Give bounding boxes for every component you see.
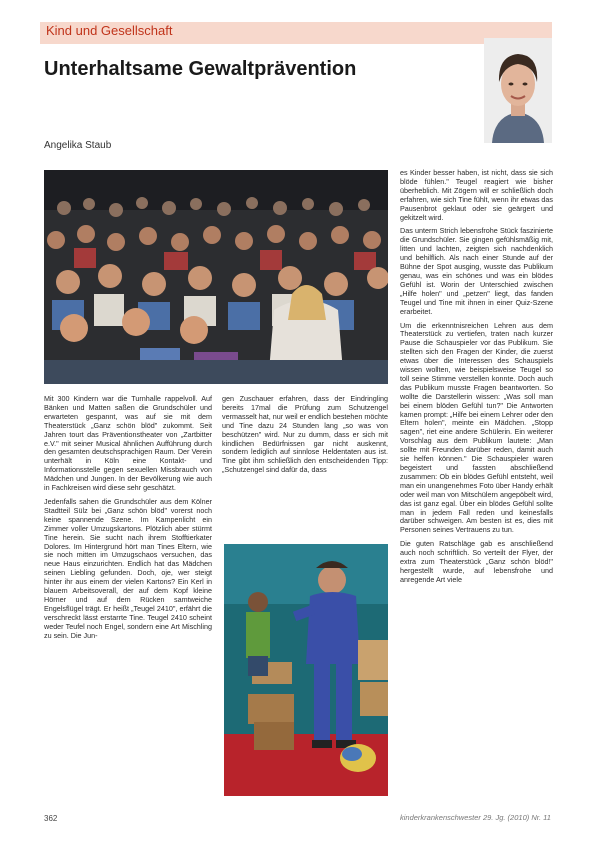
paragraph: Um die erkenntnisreichen Lehren aus dem Theaterstück zu vertiefen, traten nach kurzer Pause die Schauspieler vor das Publikum. Sie stellten sich den Fragen der Kinder, die zuerst etwas über die Interessen des Schauspiels wissen wollten, wie beispielsweise Teugel so toll seine Stimme verstellen konnte. Doch auch das Publikum musste Fragen beantworten. So wollte die Darstellerin wissen: „Was soll man bei einem blöden Gefühl tun?" Die Antworten kamen prompt: „Hilfe bei einem Lehrer oder den Eltern holen", meinte ein Mädchen. „Stopp sagen", riet eine andere Schülerin. Ein weiterer Vorschlag aus dem Publikum lautete: „Man sollte mit Freunden darüber reden, damit auch sie helfen können." Die Schauspieler waren begeistert und fassten abschließend zusammen: Ob ein blödes Gefühl entsteht, weil man ein unangenehmes Foto über Handy erhält oder weil man von Mitschülern angepöbelt wird, das ist ganz egal. Über ein blödes Gefühl sollte man in jedem Fall reden und keinesfalls darüber schweigen. Am besten ist es, dies mit Personen seines Vertrauens zu tun. [400,320,553,535]
column-left-bottom [44,395,212,797]
article-title: Unterhaltsame Gewaltprävention [44,58,357,80]
paragraph: Die guten Ratschläge gab es anschließend auch noch schriftlich. So verteilt der Flyer, der extra zum Theaterstück „Ganz schön blöd!" hergestellt wurde, auf lebensfrohe und anregende Art viele [400,539,553,584]
author-portrait [484,38,552,143]
column-right-top [400,169,553,794]
journal-reference: kinderkrankenschwester 29. Jg. (2010) Nr. 11 [400,813,551,822]
section-label: Kind und Gesellschaft [46,23,173,38]
paragraph: Mit 300 Kindern war die Turnhalle rappelvoll. Auf Bänken und Matten saßen die Grundschüler und erwarteten gespannt, was auf sie mit dem Theaterstück „Ganz schön blöd" zukommt. Seit Jahren tourt das Präventionstheater von „Zartbitter e.V." mit seiner Musical ähnlichen Aufführung durch den gesamten deutschsprachigen Raum. Der Verein unterhält in Köln eine Kontakt- und Informationsstelle gegen sexuellen Missbrauch von Mädchen und Jungen. In der Bevölkerung wie auch in Fachkreisen wird diese sehr geschätzt. [44,395,212,493]
paragraph: Jedenfalls sahen die Grundschüler aus dem Kölner Stadtteil Sülz bei „Ganz schön blöd" vorerst noch keine spannende Szene. Im Kampenlicht ein Zimmer voller Umzugskartons. Plötzlich aber stürmt Tine herein. Sie sucht nach ihrem Stofftierkater Dolores. Im Hintergrund hört man Tines Eltern, wie sie noch mitten im Umzugschaos versuchen, das neue Haus einzurichten. Endlich hat das Mädchen seinen Liebling gefunden. Doch, oje, wer steigt hinter ihr aus einem der vielen Kartons? Ein Kerl in blauem Arbeitsoverall, der auf dem Kopf kleine Hörner und auf dem Rücken samtweiche Engelsflügel trägt. Er heißt „Teugel 2410", erfährt die verschreckt lässt erstarrte Tine. Teugel 2410 scheint weder Teufel noch Engel, sondern eine Art Mischling zu sein. Die Jun- [44,496,212,640]
paragraph: gen Zuschauer erfahren, dass der Eindringling bereits 17mal die Prüfung zum Schutzengel vermasselt hat, nur weil er endlich bestehen möchte und Tine dazu 24 Stunden lang „so was von beschützen" wird. Nur zu dumm, dass er sich mit kindlichen Bedürfnissen gar nicht auskennt, sondern lediglich auf sinnlose Heldentaten aus ist. Tine gibt ihm schließlich den entscheidenden Tipp: „Schutzengel sind dafür da, dass [222,395,388,475]
stage-photo [224,544,388,796]
paragraph: es Kinder besser haben, ist nicht, dass sie sich blöde fühlen." Teugel reagiert wie bisher überheblich. Mit Zögern will er schließlich doch erfahren, wie sich Tine fühlt, wenn ihr etwas das Pausenbrot geklaut oder sie geärgert und gekitzelt wird. [400,169,553,222]
page-number: 362 [44,814,58,823]
author-name: Angelika Staub [44,140,112,151]
paragraph: Das unterm Strich lebensfrohe Stück faszinierte die Grundschüler. Sie gingen gefühlsmäßig mit, litten und lachten, zeigten sich nachdenklich und behilflich. Als nach einer Stunde auf der Bühne der Spot ausging, wusste das Publikum genau, was ein schönes und was ein blödes Gefühl ist. Worin der Unterschied zwischen „Hilfe holen" und „petzen" liegt, das fanden Teugel und Tine mit ihnen in einer Quiz-Szene erarbeitet. [400,226,553,316]
column-middle-top [222,395,388,527]
audience-photo [44,170,388,384]
